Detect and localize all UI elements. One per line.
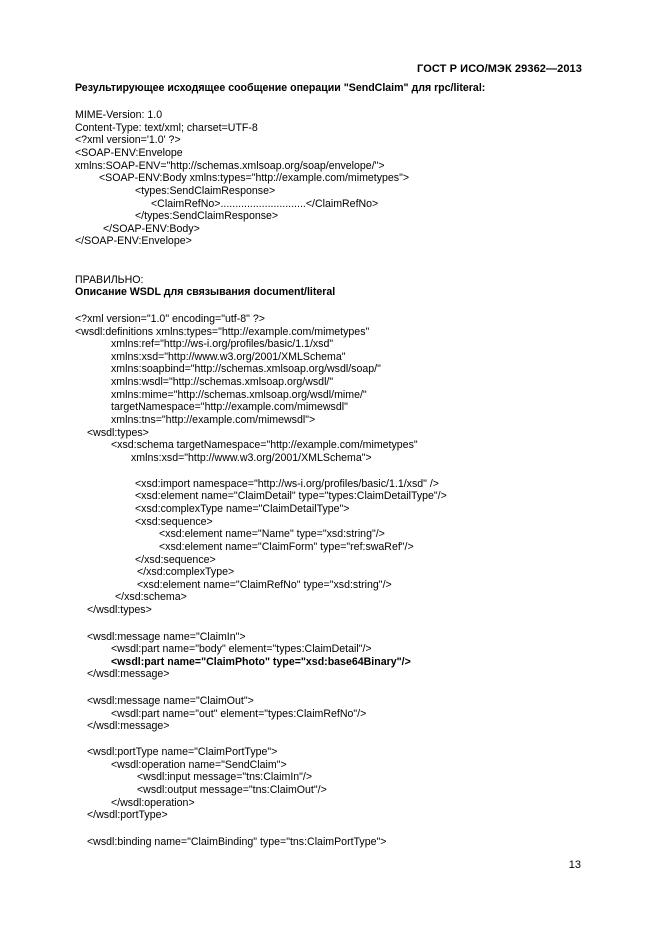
code-line: </xsd:schema> [115,591,187,603]
code-line: <wsdl:portType name="ClaimPortType"> [87,746,278,758]
standard-header: ГОСТ Р ИСО/МЭК 29362—2013 [417,63,582,75]
correct-label: ПРАВИЛЬНО: [75,274,144,286]
code-line: </SOAP-ENV:Envelope> [75,235,192,247]
code-line: </xsd:sequence> [135,554,216,566]
code-line: MIME-Version: 1.0 [75,109,163,121]
code-line-highlighted: <wsdl:part name="ClaimPhoto" type="xsd:base64Binary"/> [111,656,411,668]
code-line: <wsdl:message name="ClaimIn"> [87,631,246,643]
code-line: <wsdl:definitions xmlns:types="http://example.com/mimetypes" [75,326,370,338]
code-line: <?xml version='1.0' ?> [75,134,181,146]
code-line: <xsd:sequence> [135,516,213,528]
code-line: </SOAP-ENV:Body> [103,223,200,235]
page-number: 13 [568,859,581,871]
code-line: <wsdl:part name="body" element="types:ClaimDetail"/> [111,643,372,655]
section2-title: Описание WSDL для связывания document/literal [75,286,336,298]
code-line: xmlns:mime="http://schemas.xmlsoap.org/wsdl/mime/" [111,389,367,401]
code-line: <ClaimRefNo>.............................</ClaimRefNo> [151,198,379,210]
code-line: </types:SendClaimResponse> [135,210,279,222]
code-line: <xsd:element name="Name" type="xsd:string"/> [159,528,385,540]
code-line: <xsd:element name="ClaimForm" type="ref:swaRef"/> [159,541,414,553]
code-line: xmlns:wsdl="http://schemas.xmlsoap.org/wsdl/" [111,376,334,388]
code-line: <SOAP-ENV:Body xmlns:types="http://example.com/mimetypes"> [99,172,410,184]
code-line: <xsd:import namespace="http://ws-i.org/profiles/basic/1.1/xsd" /> [135,478,439,490]
code-line: </wsdl:types> [87,604,152,616]
code-line: <wsdl:operation name="SendClaim"> [111,759,287,771]
code-line: targetNamespace="http://example.com/mimewsdl" [111,401,348,413]
code-line: <SOAP-ENV:Envelope [75,147,183,159]
code-line: </wsdl:operation> [111,797,195,809]
code-line: </xsd:complexType> [137,566,235,578]
code-line: xmlns:soapbind="http://schemas.xmlsoap.org/wsdl/soap/" [111,363,381,375]
code-line: <wsdl:types> [87,427,149,439]
code-line: <wsdl:binding name="ClaimBinding" type="tns:ClaimPortType"> [87,836,387,848]
code-line: </wsdl:message> [87,720,170,732]
code-line: xmlns:SOAP-ENV="http://schemas.xmlsoap.org/soap/envelope/"> [75,160,385,172]
code-line: <xsd:element name="ClaimDetail" type="types:ClaimDetailType"/> [135,490,447,502]
section1-title: Результирующее исходящее сообщение операции "SendClaim" для rpc/literal: [75,82,486,94]
code-line: <wsdl:message name="ClaimOut"> [87,695,254,707]
code-line: xmlns:tns="http://example.com/mimewsdl"> [111,414,316,426]
code-line: <wsdl:input message="tns:ClaimIn"/> [137,771,313,783]
code-line: <xsd:complexType name="ClaimDetailType"> [135,503,350,515]
code-line: <xsd:schema targetNamespace="http://example.com/mimetypes" [111,439,418,451]
code-line: Content-Type: text/xml; charset=UTF-8 [75,122,258,134]
code-line: <xsd:element name="ClaimRefNo" type="xsd:string"/> [137,579,392,591]
code-line: xmlns:xsd="http://www.w3.org/2001/XMLSchema" [111,351,346,363]
code-line: <wsdl:part name="out" element="types:ClaimRefNo"/> [111,708,367,720]
code-line: <?xml version="1.0" encoding="utf-8" ?> [75,313,265,325]
code-line: xmlns:xsd="http://www.w3.org/2001/XMLSchema"> [131,452,372,464]
code-line: </wsdl:message> [87,668,170,680]
code-line: xmlns:ref="http://ws-i.org/profiles/basic/1.1/xsd" [111,338,334,350]
code-line: <types:SendClaimResponse> [135,185,276,197]
code-line: </wsdl:portType> [87,809,168,821]
code-line: <wsdl:output message="tns:ClaimOut"/> [137,784,327,796]
